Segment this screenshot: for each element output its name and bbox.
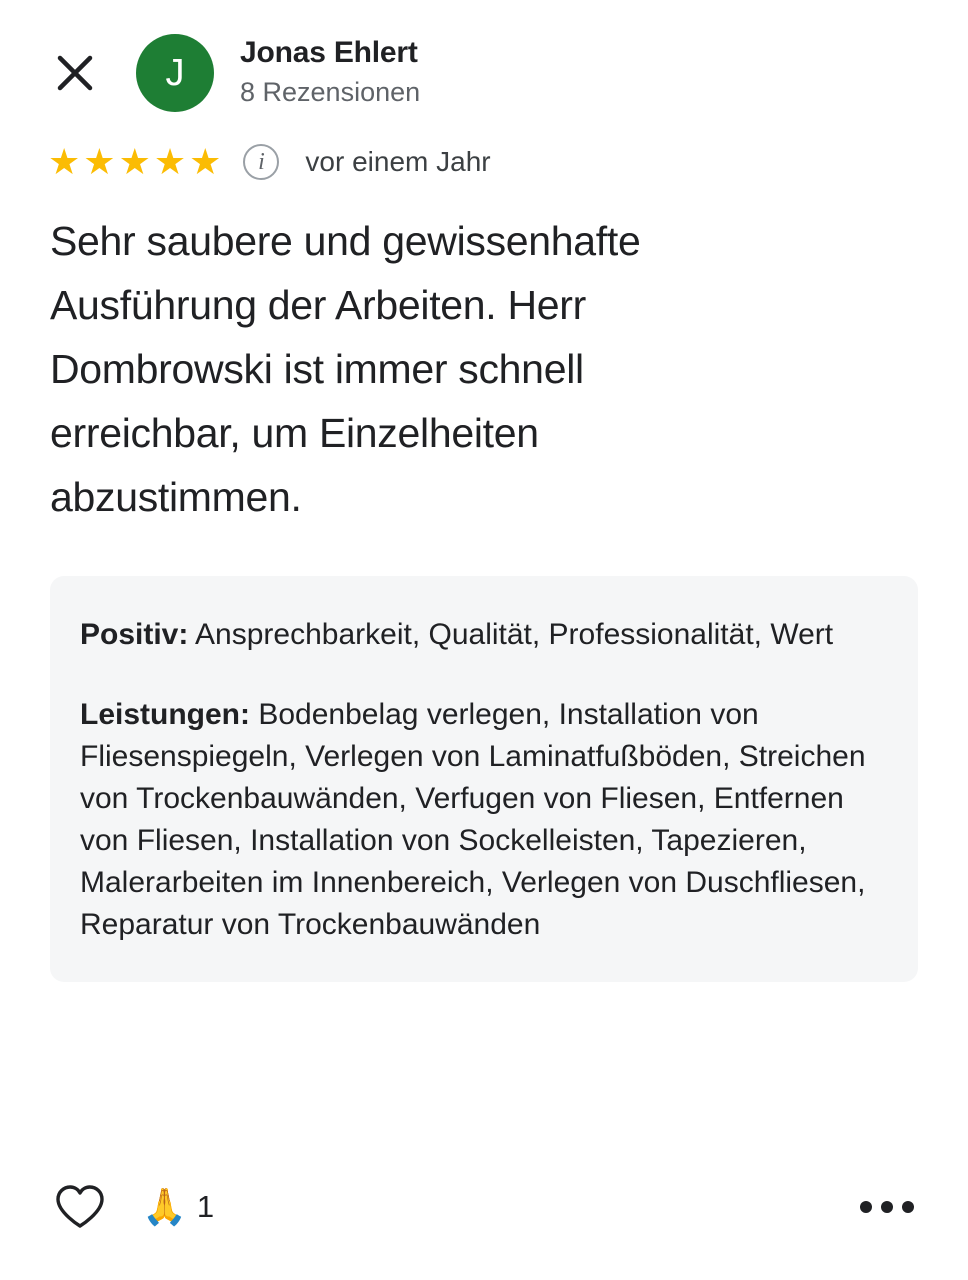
star-rating: [48, 141, 222, 182]
review-text: Sehr saubere und gewissenhafte Ausführung der Arbeiten. Herr Dombrowski ist immer schnell erreichbar, um Einzelheiten abzustimmen.: [50, 218, 641, 520]
close-icon[interactable]: [44, 42, 106, 104]
more-options-icon[interactable]: [850, 1191, 924, 1223]
services-line: [80, 694, 888, 946]
reaction-chip[interactable]: [142, 1186, 215, 1227]
more-dot: [902, 1201, 914, 1213]
rating-row: [0, 120, 968, 182]
services-value: Bodenbelag verlegen, Installation von Fliesenspiegeln, Verlegen von Laminatfußböden, Streichen von Trockenbauwänden, Verfugen von Fliesen, Entfernen von Fliesen, Installation von Sockelleisten, Tapezieren, Malerarbeiten im Innenbereich, Verlegen von Duschfliesen, Reparatur von Trockenbauwänden: [80, 697, 866, 941]
info-icon[interactable]: i: [243, 144, 279, 180]
services-label: Leistungen:: [80, 697, 250, 731]
user-block: [240, 36, 420, 110]
reaction-count: 1: [196, 1189, 215, 1224]
star-icon: ★: [48, 141, 81, 182]
more-dot: [881, 1201, 893, 1213]
avatar[interactable]: J: [136, 34, 214, 112]
review-header: [0, 0, 968, 120]
positive-aspects-label: Positiv:: [80, 617, 189, 651]
positive-aspects-value: Ansprechbarkeit, Qualität, Professionalität, Wert: [188, 617, 834, 651]
praying-hands-icon: 🙏: [142, 1186, 187, 1227]
review-timestamp: vor einem Jahr: [305, 146, 491, 177]
positive-aspects-line: [80, 614, 888, 656]
more-dot: [860, 1201, 872, 1213]
review-actions-bar: [0, 1168, 968, 1246]
review-details-card: [50, 576, 918, 982]
heart-icon[interactable]: [52, 1179, 108, 1235]
star-icon: ★: [118, 141, 151, 182]
user-review-count: 8 Rezensionen: [240, 76, 421, 107]
star-icon: ★: [83, 141, 116, 182]
star-icon: ★: [153, 141, 187, 182]
user-name: Jonas Ehlert: [240, 36, 418, 70]
star-icon: ★: [189, 141, 222, 182]
